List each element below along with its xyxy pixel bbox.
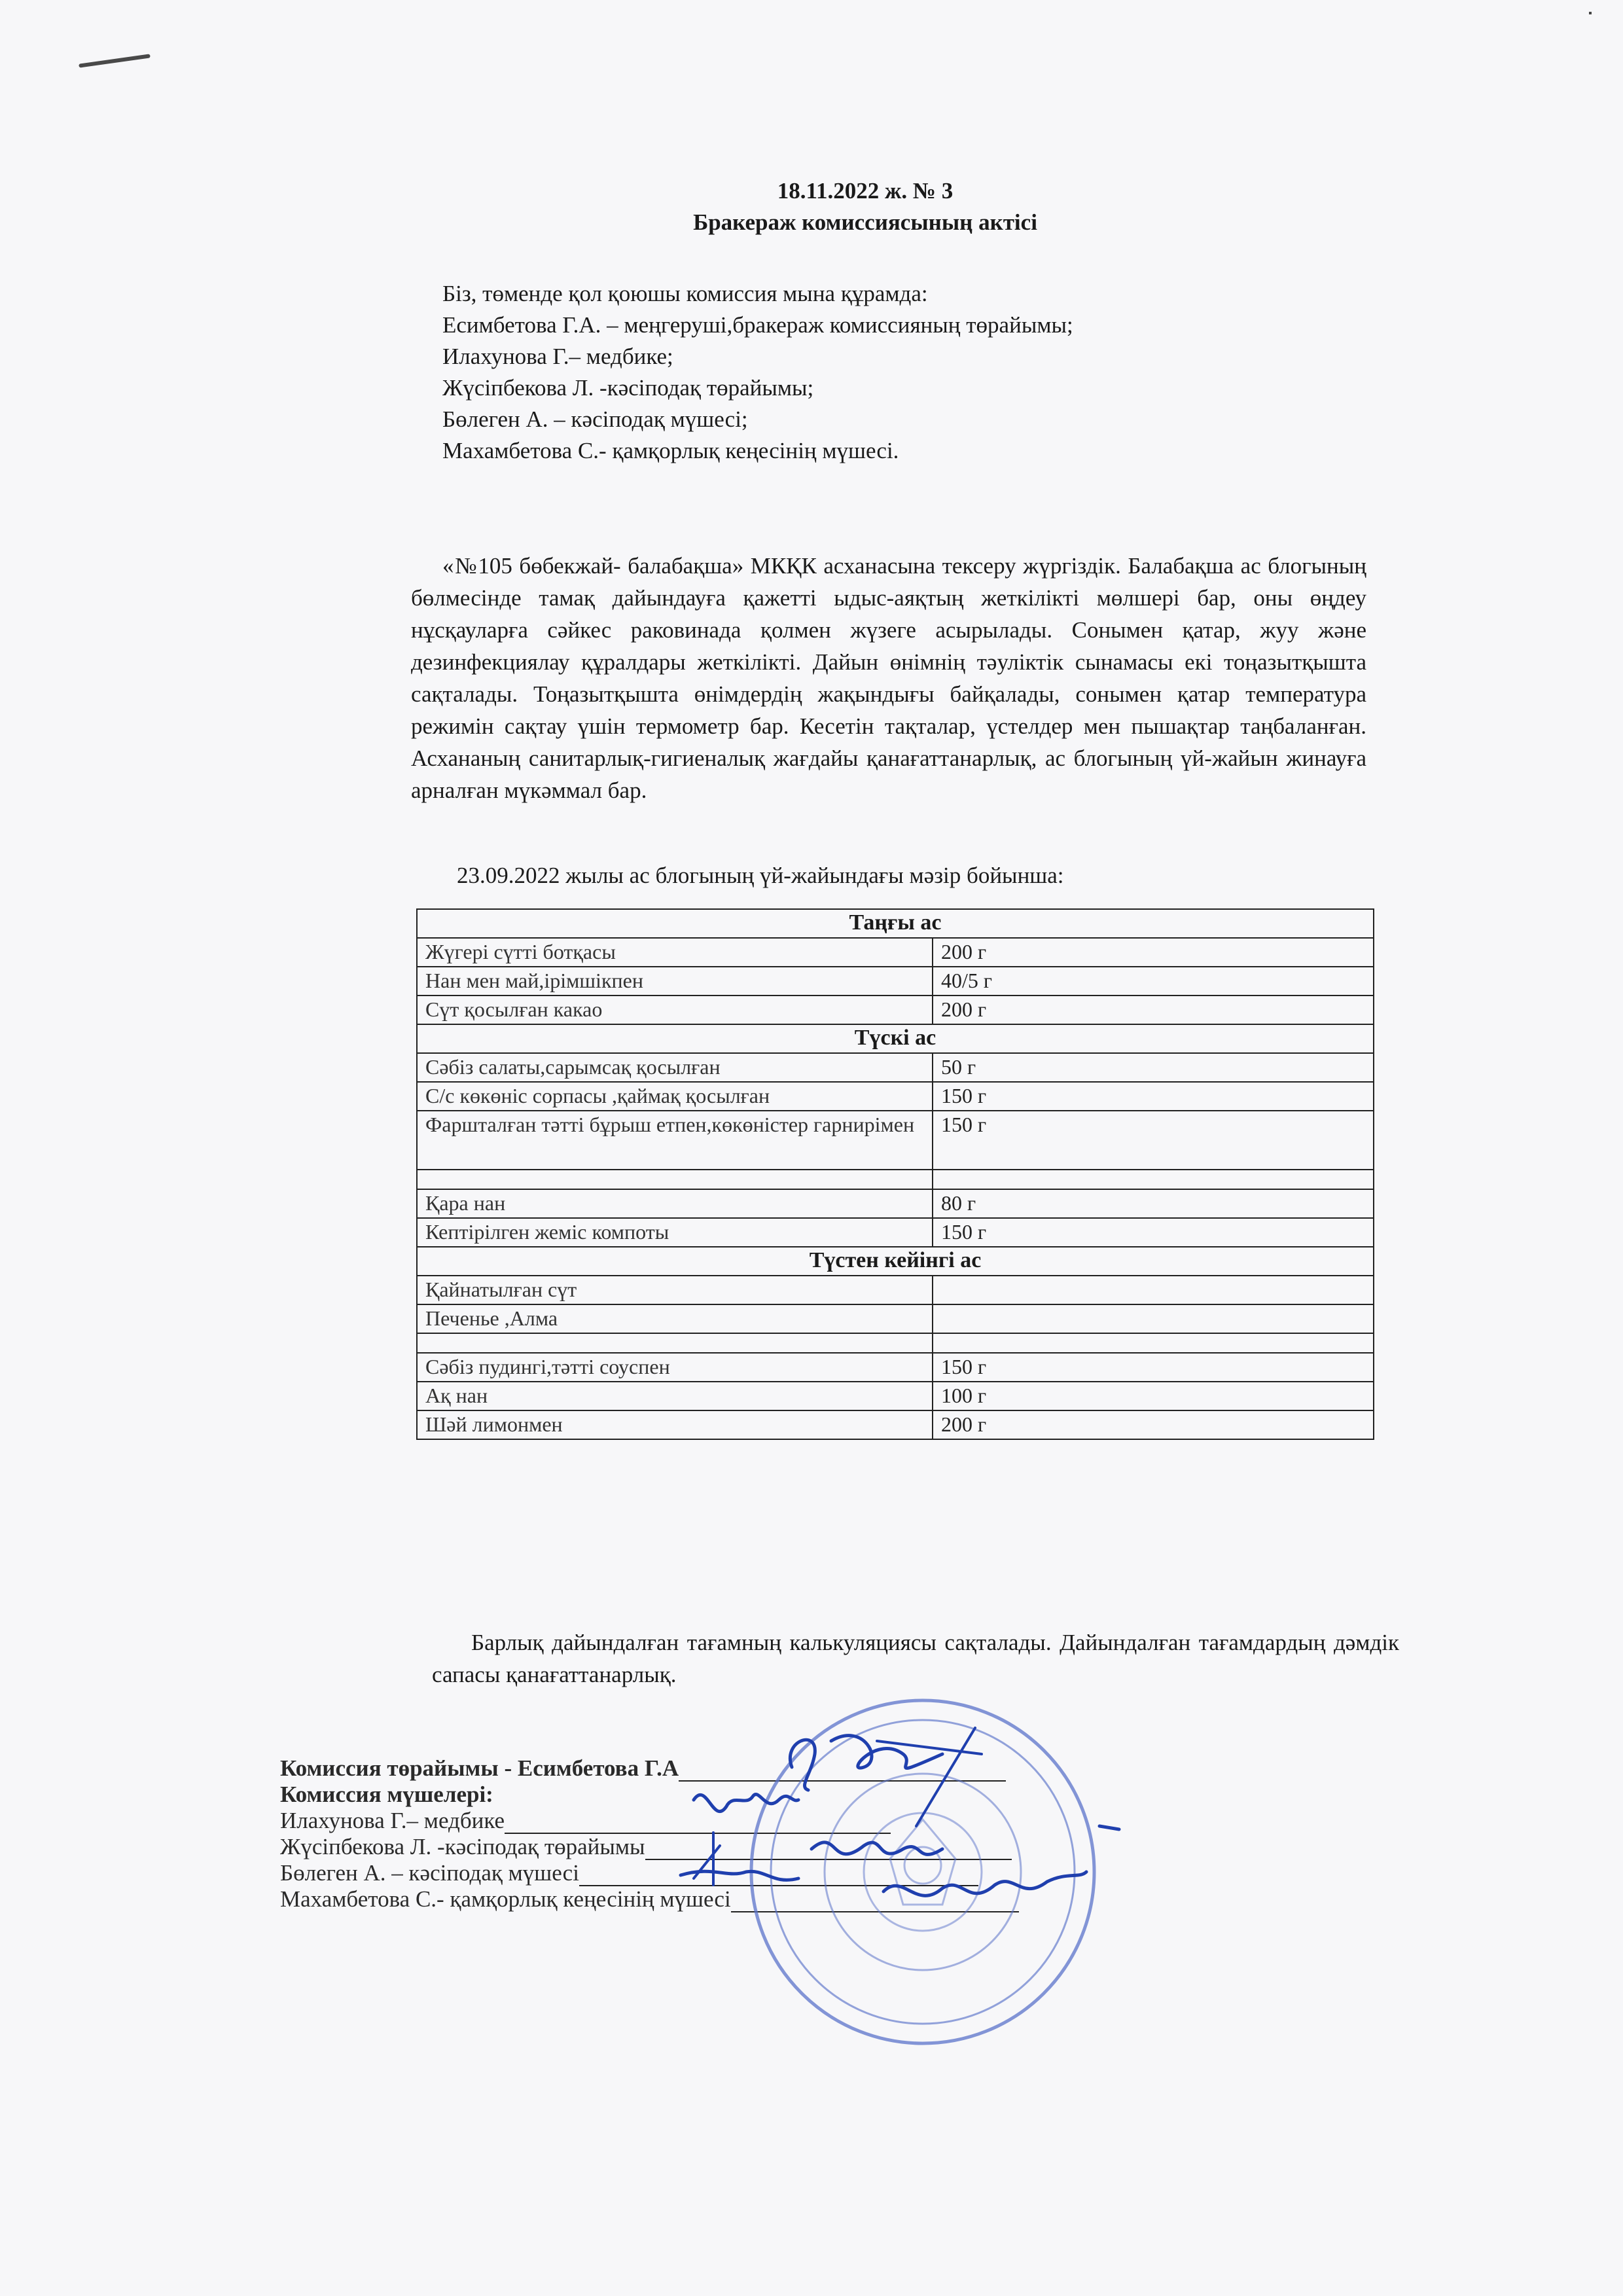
table-row: Қара нан 80 г <box>417 1189 1374 1218</box>
commission-member: Жүсіпбекова Л. -кәсіподақ төрайымы; <box>442 375 814 401</box>
signature-member: Махамбетова С.- қамқорлық кеңесінің мүшесі <box>280 1886 731 1912</box>
handwritten-signatures <box>668 1715 1126 1990</box>
table-row: Сүт қосылған какао 200 г <box>417 996 1374 1024</box>
table-row: Қайнатылған сүт <box>417 1276 1374 1304</box>
table-row: Нан мен май,ірімшікпен 40/5 г <box>417 967 1374 996</box>
table-row-empty <box>417 1170 1374 1189</box>
commission-list <box>442 278 1073 467</box>
menu-table <box>416 908 1374 1440</box>
scan-mark <box>79 54 151 67</box>
signature-member: Бөлеген А. – кәсіподақ мүшесі <box>280 1860 579 1886</box>
commission-member: Махамбетова С.- қамқорлық кеңесінің мүшесі. <box>442 438 899 463</box>
table-row: Фаршталған тәтті бұрыш етпен,көкөністер гарнирімен 150 г <box>417 1111 1374 1170</box>
conclusion-paragraph <box>432 1626 1399 1691</box>
table-row: Кептірілген жеміс компоты 150 г <box>417 1218 1374 1247</box>
section-breakfast: Таңғы ас <box>417 909 1374 938</box>
scan-dot <box>1589 12 1592 14</box>
table-row: Ақ нан 100 г <box>417 1382 1374 1410</box>
table-row: Жүгері сүтті ботқасы 200 г <box>417 938 1374 967</box>
section-lunch: Түскі ас <box>417 1024 1374 1053</box>
signature-member: Илахунова Г.– медбике <box>280 1808 505 1833</box>
table-row-empty <box>417 1333 1374 1353</box>
signature-chair: Комиссия төрайымы - Есимбетова Г.А <box>280 1755 679 1781</box>
inspection-paragraph <box>411 550 1366 806</box>
table-row: Печенье ,Алма <box>417 1304 1374 1333</box>
section-snack: Түстен кейінгі ас <box>417 1247 1374 1276</box>
inspection-text: «№105 бөбекжай- балабақша» МКҚК асханасына тексеру жүргіздік. Балабақша ас блогының бөлмесінде тамақ дайындауға қажетті ыдыс-аяқтың жеткілікті мөлшері бар, оны өңдеу нұсқауларға сәйкес раковинада қолмен жүзеге асырылады. Сонымен қатар, жуу және дезинфекциялау құралдары жеткілікті. Дайын өнімнің тәуліктік сынамасы екі тоңазытқышта сақталады. Тоңазытқышта өнімдердің жақындығы байқалады, сонымен қатар температура режимін сақтау үшін термометр бар. Кесетін тақталар, үстелдер мен пышақтар таңбаланған. Асхананың санитарлық-гигиеналық жағдайы қанағаттанарлық, ас блогының үй-жайын жинауға арналған мүкәммал бар. <box>411 553 1366 803</box>
commission-member: Илахунова Г.– медбике; <box>442 344 673 369</box>
commission-member: Есимбетова Г.А. – меңгеруші,бракераж комиссияның төрайымы; <box>442 312 1073 338</box>
table-row: Шәй лимонмен 200 г <box>417 1410 1374 1439</box>
menu-intro: 23.09.2022 жылы ас блогының үй-жайындағы мәзір бойынша: <box>457 863 1064 888</box>
table-row: С/с көкөніс сорпасы ,қаймақ қосылған 150 г <box>417 1082 1374 1111</box>
commission-member: Бөлеген А. – кәсіподақ мүшесі; <box>442 406 748 432</box>
table-row: Сәбіз пудингі,тәтті соуспен 150 г <box>417 1353 1374 1382</box>
signature-members-label: Комиссия мүшелері: <box>280 1782 493 1807</box>
commission-intro: Біз, төменде қол қоюшы комиссия мына құрамда: <box>442 281 928 306</box>
signature-member: Жүсіпбекова Л. -кәсіподақ төрайымы <box>280 1834 645 1859</box>
document-date-number: 18.11.2022 ж. № 3 <box>777 178 954 204</box>
document-title: Бракераж комиссиясының актісі <box>693 209 1037 235</box>
conclusion-text: Барлық дайындалған тағамның калькуляциясы сақталады. Дайындалған тағамдардың дәмдік сапасы қанағаттанарлық. <box>432 1630 1399 1687</box>
table-row: Сәбіз салаты,сарымсақ қосылған 50 г <box>417 1053 1374 1082</box>
